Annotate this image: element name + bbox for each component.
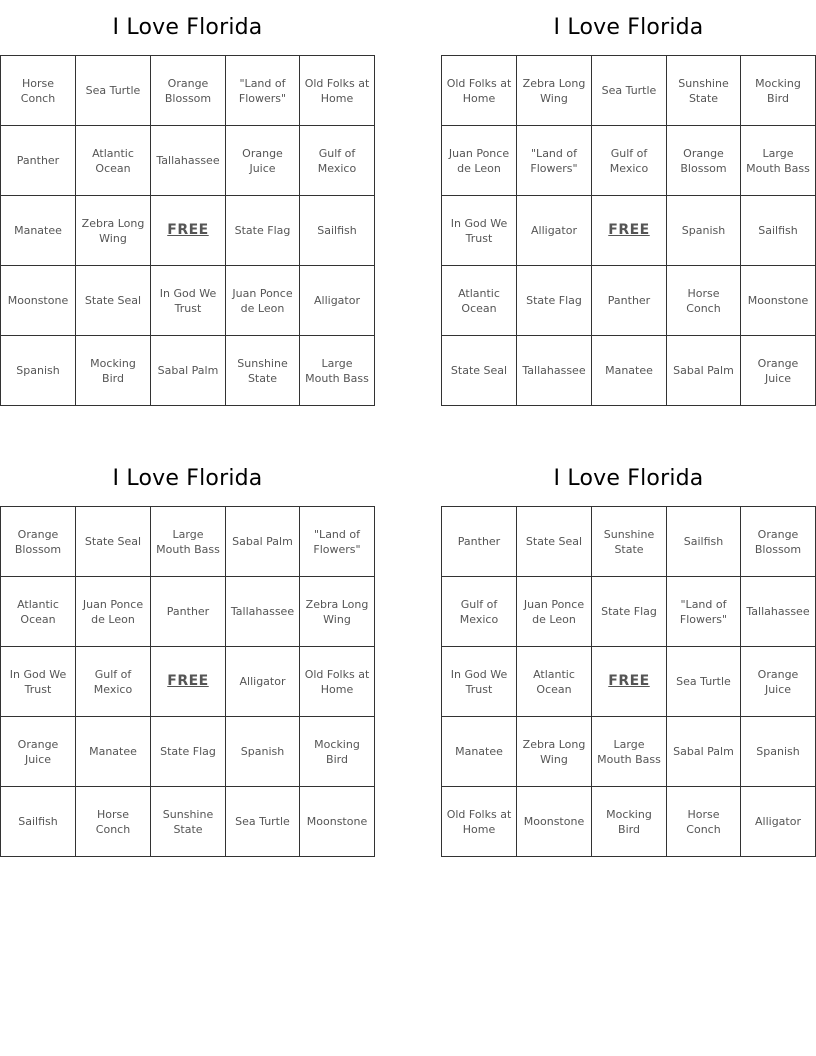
bingo-cell: Spanish	[667, 196, 741, 266]
bingo-cell: Atlantic Ocean	[76, 126, 151, 196]
card-title: I Love Florida	[553, 466, 704, 491]
bingo-cell: Orange Juice	[741, 647, 815, 717]
bingo-cell: Sabal Palm	[667, 336, 741, 405]
bingo-cell: Atlantic Ocean	[517, 647, 592, 717]
bingo-cell: Moonstone	[1, 266, 76, 336]
bingo-cell: In God We Trust	[442, 647, 517, 717]
bingo-cell: Tallahassee	[151, 126, 226, 196]
bingo-cell: State Seal	[76, 507, 151, 577]
bingo-cell: In God We Trust	[151, 266, 226, 336]
bingo-cell: Sailfish	[667, 507, 741, 577]
bingo-cell: "Land of Flowers"	[517, 126, 592, 196]
bingo-cell: Manatee	[442, 717, 517, 787]
bingo-cell: State Flag	[517, 266, 592, 336]
bingo-grid	[441, 55, 816, 406]
bingo-cell: State Flag	[226, 196, 300, 266]
bingo-cell: Horse Conch	[667, 266, 741, 336]
card-title: I Love Florida	[553, 15, 704, 40]
bingo-grid	[441, 506, 816, 857]
bingo-cell: Horse Conch	[1, 56, 76, 126]
bingo-cell: Old Folks at Home	[442, 787, 517, 856]
bingo-cell: Zebra Long Wing	[300, 577, 374, 647]
bingo-cell: Juan Ponce de Leon	[226, 266, 300, 336]
card-title: I Love Florida	[112, 15, 263, 40]
bingo-cell: Gulf of Mexico	[300, 126, 374, 196]
bingo-grid	[0, 55, 375, 406]
free-space-cell: FREE	[151, 196, 226, 266]
bingo-cell: Panther	[592, 266, 667, 336]
bingo-cell: Sailfish	[1, 787, 76, 856]
bingo-cell: Sunshine State	[592, 507, 667, 577]
bingo-cell: Orange Blossom	[741, 507, 815, 577]
bingo-cell: Mocking Bird	[741, 56, 815, 126]
free-space-cell: FREE	[592, 647, 667, 717]
bingo-cell: Old Folks at Home	[300, 56, 374, 126]
bingo-cell: Zebra Long Wing	[76, 196, 151, 266]
bingo-cell: Tallahassee	[741, 577, 815, 647]
bingo-cell: Tallahassee	[517, 336, 592, 405]
bingo-cell: Orange Blossom	[151, 56, 226, 126]
bingo-cell: Gulf of Mexico	[442, 577, 517, 647]
bingo-cell: Moonstone	[517, 787, 592, 856]
bingo-cell: Alligator	[226, 647, 300, 717]
bingo-cell: Spanish	[1, 336, 76, 405]
bingo-cell: Old Folks at Home	[300, 647, 374, 717]
bingo-cell: Alligator	[755, 815, 801, 828]
bingo-cell: "Land of Flowers"	[226, 56, 300, 126]
bingo-cell: Juan Ponce de Leon	[517, 577, 592, 647]
bingo-cell: Atlantic Ocean	[1, 577, 76, 647]
bingo-cell: Mocking Bird	[300, 717, 374, 787]
bingo-cell: Large Mouth Bass	[151, 507, 226, 577]
bingo-cell: Sabal Palm	[667, 717, 741, 787]
bingo-cell: Sailfish	[741, 196, 815, 266]
bingo-cell: Sunshine State	[667, 56, 741, 126]
bingo-cell: Manatee	[592, 336, 667, 405]
bingo-cell: Sea Turtle	[667, 647, 741, 717]
bingo-cell: Orange Juice	[1, 717, 76, 787]
bingo-cell: Moonstone	[741, 266, 815, 336]
bingo-cell: Old Folks at Home	[442, 56, 517, 126]
bingo-cell: Manatee	[76, 717, 151, 787]
bingo-cell: State Seal	[76, 266, 151, 336]
free-space-cell: FREE	[592, 196, 667, 266]
bingo-cell: Manatee	[1, 196, 76, 266]
bingo-cell: In God We Trust	[1, 647, 76, 717]
bingo-cell: Sabal Palm	[151, 336, 226, 405]
bingo-cell: Zebra Long Wing	[517, 56, 592, 126]
bingo-cell: Orange Blossom	[1, 507, 76, 577]
bingo-cell: Horse Conch	[76, 787, 151, 856]
bingo-cell: Mocking Bird	[76, 336, 151, 405]
bingo-cell: Alligator	[300, 266, 374, 336]
free-space-cell: FREE	[151, 647, 226, 717]
bingo-cell: "Land of Flowers"	[300, 507, 374, 577]
card-title: I Love Florida	[112, 466, 263, 491]
bingo-cell: Atlantic Ocean	[442, 266, 517, 336]
bingo-cell: State Flag	[592, 577, 667, 647]
bingo-cell: Sailfish	[300, 196, 374, 266]
bingo-cell: Moonstone	[306, 815, 368, 828]
bingo-cell: Gulf of Mexico	[592, 126, 667, 196]
bingo-cell: State Seal	[442, 336, 517, 405]
bingo-cell: Large Mouth Bass	[741, 126, 815, 196]
bingo-cell: Sabal Palm	[226, 507, 300, 577]
bingo-cell: Orange Juice	[226, 126, 300, 196]
bingo-cell: Panther	[1, 126, 76, 196]
bingo-cell: Tallahassee	[226, 577, 300, 647]
bingo-cell: Juan Ponce de Leon	[442, 126, 517, 196]
bingo-cell: Spanish	[741, 717, 815, 787]
bingo-cell: Horse Conch	[667, 787, 741, 856]
bingo-cell: Sunshine State	[226, 336, 300, 405]
bingo-cell: Mocking Bird	[592, 787, 667, 856]
bingo-cell: Spanish	[226, 717, 300, 787]
bingo-cell: Gulf of Mexico	[76, 647, 151, 717]
bingo-cell: State Seal	[517, 507, 592, 577]
bingo-cell: Sea Turtle	[592, 56, 667, 126]
bingo-cell: Juan Ponce de Leon	[76, 577, 151, 647]
bingo-cell: Sea Turtle	[76, 56, 151, 126]
bingo-cell: Sea Turtle	[226, 787, 300, 856]
bingo-cell: Sunshine State	[151, 787, 226, 856]
bingo-grid	[0, 506, 375, 857]
bingo-cell: "Land of Flowers"	[667, 577, 741, 647]
bingo-cell: Panther	[442, 507, 517, 577]
bingo-cell: In God We Trust	[442, 196, 517, 266]
bingo-cell: Zebra Long Wing	[517, 717, 592, 787]
bingo-cell: Orange Blossom	[667, 126, 741, 196]
bingo-cell: Panther	[151, 577, 226, 647]
bingo-cell: Orange Juice	[757, 356, 799, 385]
bingo-cell: State Flag	[151, 717, 226, 787]
bingo-cell: Alligator	[517, 196, 592, 266]
bingo-cell: Large Mouth Bass	[305, 356, 369, 385]
bingo-cell: Large Mouth Bass	[592, 717, 667, 787]
